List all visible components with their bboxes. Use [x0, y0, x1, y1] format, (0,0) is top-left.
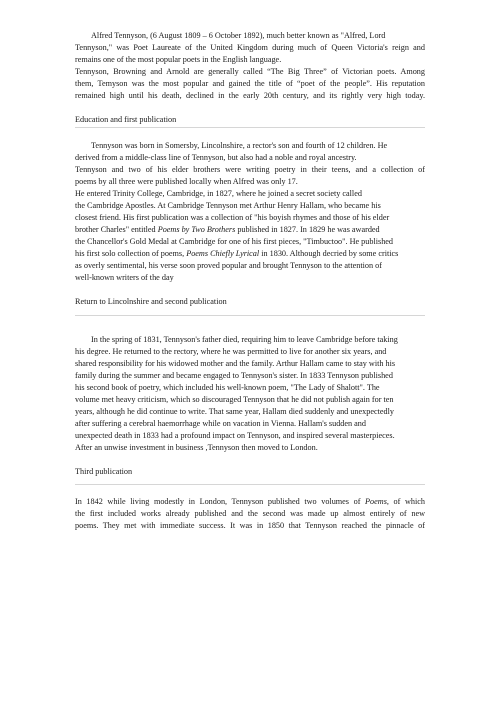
- text-run: in 1830. Although decried by some critics: [259, 249, 399, 258]
- paragraph-line: In the spring of 1831, Tennyson's father died, requiring him to leave Cambridge before taking: [91, 335, 398, 344]
- paragraph-line: poems. They met with immediate success. It was in 1850 that Tennyson reached the pinnacle of: [75, 521, 425, 530]
- paragraph-line: closest friend. His first publication was a collection of "his boyish rhymes and those of his elder: [75, 213, 390, 222]
- section-divider: [75, 127, 425, 128]
- paragraph-line: shared responsibility for his widowed mother and the family. Arthur Hallam came to stay with his: [75, 359, 396, 368]
- text-run: published in 1827. In 1829 he was awarded: [235, 225, 380, 234]
- book-title: Poems by Two Brothers: [157, 225, 236, 234]
- intro-line: remains one of the most popular poets in the English language.: [75, 55, 282, 64]
- paragraph-line: as overly sentimental, his verse soon proved popular and brought Tennyson to the attention of: [75, 261, 382, 270]
- paragraph-line: [75, 248, 425, 259]
- text-run: , of which: [386, 497, 425, 506]
- paragraph-line: his second book of poetry, which included his well-known poem, "The Lady of Shalott". The: [75, 383, 380, 392]
- paragraph-line: the Chancellor's Gold Medal at Cambridge for one of his first pieces, "Timbuctoo". He published: [75, 237, 394, 246]
- intro-line: remained high until his death, declined in the early 20th century, and its rightly very high today.: [75, 91, 425, 100]
- paragraph-line: the first included works already published and the second was made up almost entirely of new: [75, 509, 425, 518]
- paragraph-line: Tennyson and two of his elder brothers were writing poetry in their teens, and a collection of: [75, 165, 425, 174]
- intro-line: Tennyson," was Poet Laureate of the United Kingdom during much of Queen Victoria's reign and: [75, 43, 425, 52]
- intro-line: them, Temyson was the most popular and gained the title of “poet of the people”. His reputation: [75, 79, 425, 88]
- paragraph-line: Tennyson was born in Somersby, Lincolnshire, a rector's son and fourth of 12 children. He: [91, 141, 388, 150]
- section-heading: Return to Lincolnshire and second publication: [75, 297, 227, 306]
- paragraph-line: After an unwise investment in business ,Tennyson then moved to London.: [75, 443, 318, 452]
- section-heading: Third publication: [75, 467, 133, 476]
- book-title: Poems: [365, 497, 387, 506]
- intro-line: Alfred Tennyson, (6 August 1809 – 6 October 1892), much better known as "Alfred, Lord: [91, 31, 386, 40]
- section-heading: Education and first publication: [75, 115, 177, 124]
- paragraph-line: unexpected death in 1833 had a profound impact on Tennyson, and inspired several masterpieces.: [75, 431, 395, 440]
- paragraph-line: poems by all three were published locally when Alfred was only 17.: [75, 177, 298, 186]
- paragraph-line: He entered Trinity College, Cambridge, in 1827, where he joined a secret society called: [75, 189, 362, 198]
- text-run: In 1842 while living modestly in London, Tennyson published two volumes of: [75, 497, 366, 506]
- paragraph-line: [75, 224, 425, 235]
- paragraph-line: derived from a middle-class line of Tennyson, but also had a noble and royal ancestry.: [75, 153, 357, 162]
- paragraph-line: the Cambridge Apostles. At Cambridge Tennyson met Arthur Henry Hallam, who became his: [75, 201, 381, 210]
- section-divider: [75, 315, 425, 316]
- paragraph-line: his degree. He returned to the rectory, where he was permitted to live for another six years, and: [75, 347, 387, 356]
- intro-line: Tennyson, Browning and Arnold are generally called “The Big Three” of Victorian poets. Among: [75, 67, 425, 76]
- paragraph-line: [75, 496, 425, 507]
- paragraph-line: years, although he did continue to write. That same year, Hallam died suddenly and unexpectedly: [75, 407, 394, 416]
- text-run: brother Charles" entitled: [75, 225, 158, 234]
- paragraph-line: volume met heavy criticism, which so discouraged Tennyson that he did not publish again for ten: [75, 395, 394, 404]
- paragraph-line: family during the summer and became engaged to Tennyson's sister. In 1833 Tennyson published: [75, 371, 393, 380]
- text-run: his first solo collection of poems,: [75, 249, 187, 258]
- paragraph-line: after suffering a cerebral haemorrhage while on vacation in Vienna. Hallam's sudden and: [75, 419, 366, 428]
- book-title: Poems Chiefly Lyrical: [186, 249, 260, 258]
- section-divider: [75, 484, 425, 485]
- paragraph-line: well-known writers of the day: [75, 273, 174, 282]
